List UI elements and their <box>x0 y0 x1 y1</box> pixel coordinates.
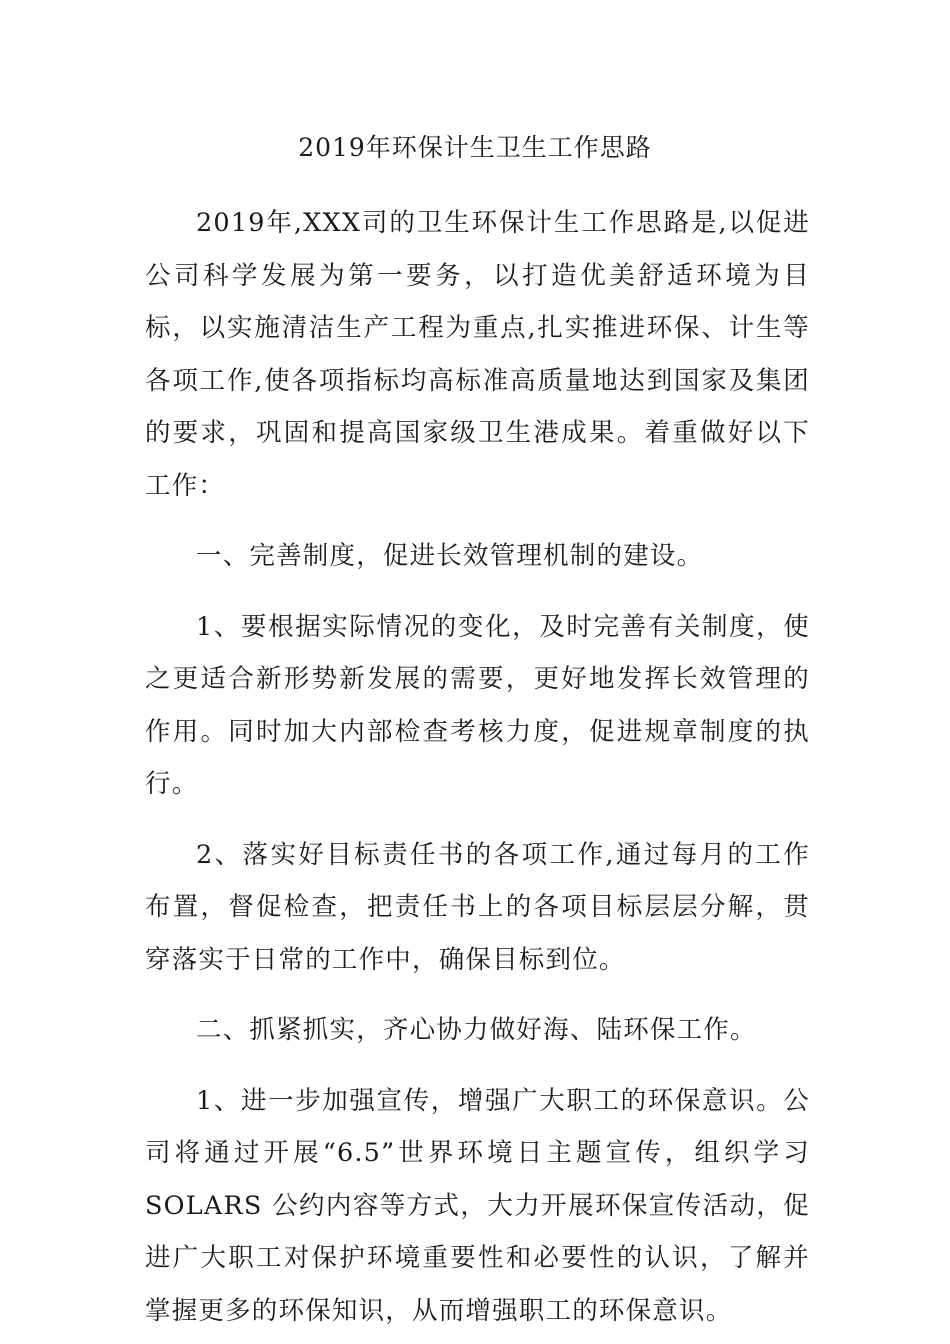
paragraph-2-1: 1、进一步加强宣传，增强广大职工的环保意识。公司将通过开展“6.5”世界环境日主题宣传，组织学习 SOLARS 公约内容等方式，大力开展环保宣传活动，促进广大职工对保护环境重要性和必要性的认识，了解并掌握更多的环保知识，从而增强职工的环保意识。 <box>145 1085 810 1326</box>
document-body <box>145 197 810 1337</box>
paragraph-1-2: 2、落实好目标责任书的各项工作,通过每月的工作布置，督促检查，把责任书上的各项目标层层分解，贯穿落实于日常的工作中，确保目标到位。 <box>145 839 810 975</box>
section-heading-2: 二、抓紧抓实，齐心协力做好海、陆环保工作。 <box>196 1015 757 1045</box>
paragraph-gap <box>145 1057 810 1075</box>
section-heading-1: 一、完善制度，促进长效管理机制的建设。 <box>196 541 704 571</box>
paragraph-gap <box>145 583 810 601</box>
document-title: 2019年环保计生卫生工作思路 <box>298 133 652 162</box>
paragraph-intro: 2019年,XXX司的卫生环保计生工作思路是,以促进公司科学发展为第一要务，以打造优美舒适环境为目标，以实施清洁生产工程为重点,扎实推进环保、计生等各项工作,使各项指标均高标准高质量地达到国家及集团的要求，巩固和提高国家级卫生港成果。着重做好以下工作： <box>145 208 810 501</box>
paragraph-gap <box>145 986 810 1004</box>
paragraph-gap <box>145 512 810 530</box>
paragraph-1-1: 1、要根据实际情况的变化，及时完善有关制度，使之更适合新形势新发展的需要，更好地发挥长效管理的作用。同时加大内部检查考核力度，促进规章制度的执行。 <box>145 611 810 799</box>
paragraph-gap <box>145 811 810 829</box>
